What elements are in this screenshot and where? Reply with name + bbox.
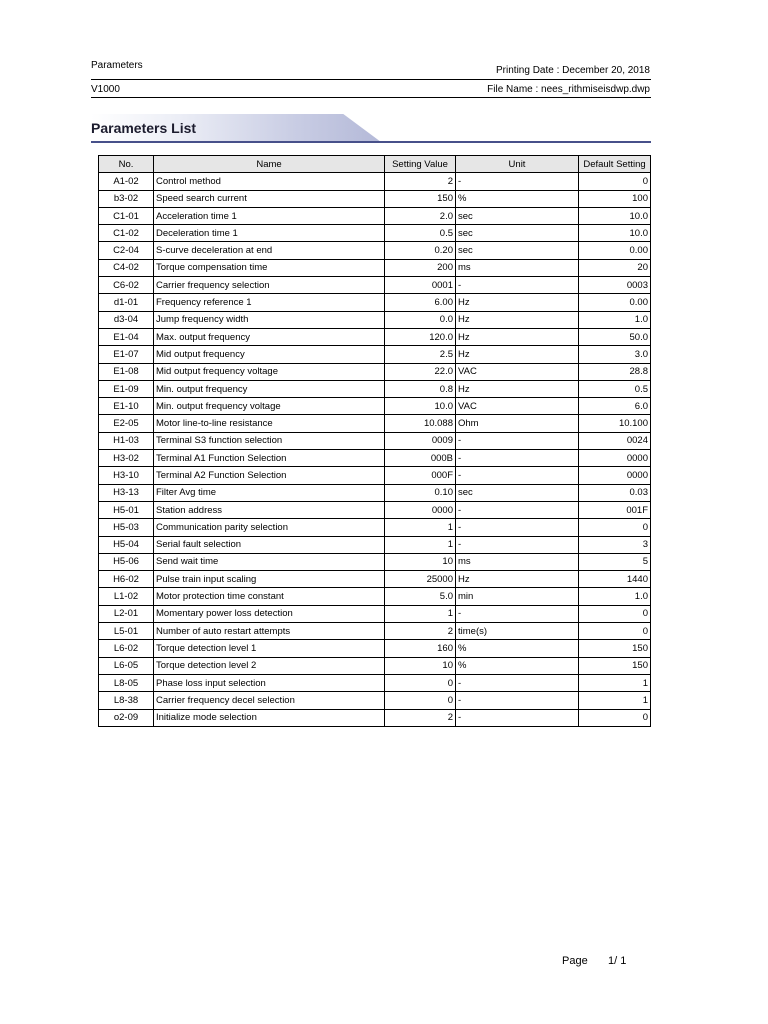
- cell-name: Serial fault selection: [154, 536, 385, 553]
- table-row: [99, 536, 651, 553]
- document-title: Parameters: [91, 60, 143, 71]
- cell-name: Communication parity selection: [154, 519, 385, 536]
- parameters-table: [98, 155, 651, 727]
- cell-no: C1-01: [99, 207, 154, 224]
- cell-no: H6-02: [99, 571, 154, 588]
- table-row: [99, 363, 651, 380]
- cell-unit: VAC: [456, 363, 579, 380]
- cell-default-setting: 0024: [579, 432, 651, 449]
- cell-setting-value: 10.0: [385, 398, 456, 415]
- cell-no: E1-10: [99, 398, 154, 415]
- cell-name: Motor protection time constant: [154, 588, 385, 605]
- cell-default-setting: 10.0: [579, 207, 651, 224]
- cell-name: Min. output frequency: [154, 380, 385, 397]
- cell-name: Mid output frequency: [154, 346, 385, 363]
- header-rule-top: [91, 79, 651, 80]
- banner-underline: [91, 141, 651, 143]
- cell-no: L5-01: [99, 623, 154, 640]
- cell-no: H3-13: [99, 484, 154, 501]
- cell-unit: -: [456, 692, 579, 709]
- table-row: [99, 346, 651, 363]
- table-header-row: [99, 156, 651, 173]
- cell-unit: -: [456, 605, 579, 622]
- table-row: [99, 571, 651, 588]
- table-row: [99, 467, 651, 484]
- cell-name: Terminal S3 function selection: [154, 432, 385, 449]
- table-row: [99, 640, 651, 657]
- table-row: [99, 553, 651, 570]
- cell-unit: Hz: [456, 294, 579, 311]
- cell-setting-value: 2.5: [385, 346, 456, 363]
- cell-setting-value: 25000: [385, 571, 456, 588]
- cell-name: Filter Avg time: [154, 484, 385, 501]
- cell-default-setting: 0003: [579, 277, 651, 294]
- cell-unit: ms: [456, 553, 579, 570]
- cell-no: L8-38: [99, 692, 154, 709]
- table-row: [99, 519, 651, 536]
- table-row: [99, 311, 651, 328]
- cell-unit: -: [456, 501, 579, 518]
- cell-unit: Ohm: [456, 415, 579, 432]
- cell-setting-value: 1: [385, 605, 456, 622]
- cell-setting-value: 1: [385, 536, 456, 553]
- cell-setting-value: 200: [385, 259, 456, 276]
- cell-default-setting: 28.8: [579, 363, 651, 380]
- table-row: [99, 484, 651, 501]
- cell-no: C2-04: [99, 242, 154, 259]
- cell-setting-value: 10: [385, 553, 456, 570]
- cell-setting-value: 0.0: [385, 311, 456, 328]
- table-row: [99, 657, 651, 674]
- cell-setting-value: 10.088: [385, 415, 456, 432]
- cell-default-setting: 0000: [579, 467, 651, 484]
- cell-default-setting: 10.0: [579, 225, 651, 242]
- table-row: [99, 380, 651, 397]
- column-header-no: No.: [99, 156, 154, 173]
- cell-default-setting: 1.0: [579, 311, 651, 328]
- cell-unit: %: [456, 657, 579, 674]
- cell-setting-value: 0001: [385, 277, 456, 294]
- cell-name: Acceleration time 1: [154, 207, 385, 224]
- cell-setting-value: 0: [385, 674, 456, 691]
- cell-unit: -: [456, 536, 579, 553]
- cell-no: d1-01: [99, 294, 154, 311]
- cell-setting-value: 2.0: [385, 207, 456, 224]
- page-label: Page: [562, 955, 588, 967]
- cell-default-setting: 10.100: [579, 415, 651, 432]
- cell-setting-value: 2: [385, 173, 456, 190]
- cell-no: o2-09: [99, 709, 154, 726]
- cell-no: C6-02: [99, 277, 154, 294]
- table-body: [99, 173, 651, 727]
- column-header-unit: Unit: [456, 156, 579, 173]
- cell-default-setting: 0: [579, 623, 651, 640]
- cell-no: A1-02: [99, 173, 154, 190]
- model-name: V1000: [91, 84, 120, 95]
- cell-no: C4-02: [99, 259, 154, 276]
- cell-default-setting: 150: [579, 640, 651, 657]
- cell-name: Momentary power loss detection: [154, 605, 385, 622]
- cell-unit: -: [456, 277, 579, 294]
- cell-setting-value: 0.10: [385, 484, 456, 501]
- table-row: [99, 588, 651, 605]
- cell-no: L6-05: [99, 657, 154, 674]
- column-header-name: Name: [154, 156, 385, 173]
- printing-date: Printing Date : December 20, 2018: [496, 65, 650, 76]
- cell-unit: VAC: [456, 398, 579, 415]
- cell-setting-value: 5.0: [385, 588, 456, 605]
- cell-name: Control method: [154, 173, 385, 190]
- cell-unit: %: [456, 190, 579, 207]
- cell-default-setting: 100: [579, 190, 651, 207]
- cell-setting-value: 6.00: [385, 294, 456, 311]
- table-row: [99, 501, 651, 518]
- cell-unit: -: [456, 173, 579, 190]
- cell-no: H5-03: [99, 519, 154, 536]
- table-row: [99, 294, 651, 311]
- cell-setting-value: 1: [385, 519, 456, 536]
- cell-unit: -: [456, 432, 579, 449]
- table-row: [99, 242, 651, 259]
- cell-default-setting: 1440: [579, 571, 651, 588]
- column-header-default-setting: Default Setting: [579, 156, 651, 173]
- cell-unit: -: [456, 519, 579, 536]
- table-row: [99, 623, 651, 640]
- cell-unit: Hz: [456, 346, 579, 363]
- cell-unit: -: [456, 467, 579, 484]
- cell-name: Terminal A1 Function Selection: [154, 450, 385, 467]
- table-row: [99, 450, 651, 467]
- cell-default-setting: 0.00: [579, 294, 651, 311]
- cell-no: H1-03: [99, 432, 154, 449]
- cell-unit: Hz: [456, 380, 579, 397]
- cell-no: L6-02: [99, 640, 154, 657]
- cell-setting-value: 0.5: [385, 225, 456, 242]
- cell-no: L1-02: [99, 588, 154, 605]
- cell-default-setting: 0.03: [579, 484, 651, 501]
- cell-name: Pulse train input scaling: [154, 571, 385, 588]
- cell-no: H5-04: [99, 536, 154, 553]
- file-name: File Name : nees_rithmiseisdwp.dwp: [487, 84, 650, 95]
- cell-unit: sec: [456, 225, 579, 242]
- cell-default-setting: 0: [579, 173, 651, 190]
- cell-default-setting: 6.0: [579, 398, 651, 415]
- cell-no: E1-09: [99, 380, 154, 397]
- cell-setting-value: 0: [385, 692, 456, 709]
- table-row: [99, 190, 651, 207]
- cell-unit: min: [456, 588, 579, 605]
- cell-setting-value: 10: [385, 657, 456, 674]
- cell-no: E1-07: [99, 346, 154, 363]
- cell-default-setting: 1.0: [579, 588, 651, 605]
- cell-unit: Hz: [456, 571, 579, 588]
- cell-no: C1-02: [99, 225, 154, 242]
- table-row: [99, 398, 651, 415]
- page-number: 1/ 1: [608, 955, 627, 967]
- cell-setting-value: 160: [385, 640, 456, 657]
- cell-default-setting: 1: [579, 692, 651, 709]
- cell-no: L8-05: [99, 674, 154, 691]
- table-row: [99, 328, 651, 345]
- cell-unit: -: [456, 450, 579, 467]
- cell-default-setting: 0: [579, 519, 651, 536]
- cell-default-setting: 150: [579, 657, 651, 674]
- cell-setting-value: 22.0: [385, 363, 456, 380]
- table-row: [99, 709, 651, 726]
- cell-no: E1-08: [99, 363, 154, 380]
- cell-name: Initialize mode selection: [154, 709, 385, 726]
- cell-setting-value: 2: [385, 623, 456, 640]
- cell-default-setting: 0.00: [579, 242, 651, 259]
- cell-setting-value: 120.0: [385, 328, 456, 345]
- table-row: [99, 605, 651, 622]
- cell-name: Torque compensation time: [154, 259, 385, 276]
- cell-no: d3-04: [99, 311, 154, 328]
- cell-default-setting: 0: [579, 605, 651, 622]
- cell-name: Torque detection level 1: [154, 640, 385, 657]
- table-row: [99, 225, 651, 242]
- table-row: [99, 432, 651, 449]
- cell-unit: sec: [456, 484, 579, 501]
- cell-default-setting: 3: [579, 536, 651, 553]
- table-row: [99, 692, 651, 709]
- cell-unit: time(s): [456, 623, 579, 640]
- cell-setting-value: 2: [385, 709, 456, 726]
- cell-name: Motor line-to-line resistance: [154, 415, 385, 432]
- cell-setting-value: 0.20: [385, 242, 456, 259]
- cell-name: Send wait time: [154, 553, 385, 570]
- cell-setting-value: 0000: [385, 501, 456, 518]
- cell-name: Number of auto restart attempts: [154, 623, 385, 640]
- table-row: [99, 277, 651, 294]
- cell-name: Carrier frequency selection: [154, 277, 385, 294]
- cell-unit: -: [456, 674, 579, 691]
- cell-default-setting: 50.0: [579, 328, 651, 345]
- cell-no: b3-02: [99, 190, 154, 207]
- cell-no: E2-05: [99, 415, 154, 432]
- cell-default-setting: 5: [579, 553, 651, 570]
- table-row: [99, 415, 651, 432]
- cell-name: Carrier frequency decel selection: [154, 692, 385, 709]
- section-banner: [91, 114, 651, 144]
- cell-unit: Hz: [456, 311, 579, 328]
- cell-default-setting: 3.0: [579, 346, 651, 363]
- table-row: [99, 173, 651, 190]
- cell-name: Frequency reference 1: [154, 294, 385, 311]
- cell-unit: sec: [456, 242, 579, 259]
- cell-no: H5-06: [99, 553, 154, 570]
- cell-setting-value: 000F: [385, 467, 456, 484]
- cell-default-setting: 1: [579, 674, 651, 691]
- cell-default-setting: 001F: [579, 501, 651, 518]
- cell-setting-value: 0.8: [385, 380, 456, 397]
- cell-name: Min. output frequency voltage: [154, 398, 385, 415]
- cell-name: Max. output frequency: [154, 328, 385, 345]
- section-title: Parameters List: [91, 120, 197, 136]
- cell-unit: Hz: [456, 328, 579, 345]
- header-rule-bottom: [91, 97, 651, 98]
- cell-name: Speed search current: [154, 190, 385, 207]
- cell-unit: -: [456, 709, 579, 726]
- cell-name: Phase loss input selection: [154, 674, 385, 691]
- cell-setting-value: 0009: [385, 432, 456, 449]
- cell-no: E1-04: [99, 328, 154, 345]
- table-row: [99, 259, 651, 276]
- cell-setting-value: 000B: [385, 450, 456, 467]
- cell-default-setting: 0000: [579, 450, 651, 467]
- cell-no: H3-10: [99, 467, 154, 484]
- cell-no: L2-01: [99, 605, 154, 622]
- cell-name: Mid output frequency voltage: [154, 363, 385, 380]
- cell-default-setting: 20: [579, 259, 651, 276]
- cell-default-setting: 0.5: [579, 380, 651, 397]
- cell-unit: sec: [456, 207, 579, 224]
- column-header-setting-value: Setting Value: [385, 156, 456, 173]
- cell-setting-value: 150: [385, 190, 456, 207]
- cell-name: Station address: [154, 501, 385, 518]
- cell-name: Deceleration time 1: [154, 225, 385, 242]
- cell-name: Torque detection level 2: [154, 657, 385, 674]
- cell-name: S-curve deceleration at end: [154, 242, 385, 259]
- cell-no: H3-02: [99, 450, 154, 467]
- table-row: [99, 674, 651, 691]
- cell-unit: %: [456, 640, 579, 657]
- table-row: [99, 207, 651, 224]
- cell-no: H5-01: [99, 501, 154, 518]
- cell-name: Jump frequency width: [154, 311, 385, 328]
- cell-name: Terminal A2 Function Selection: [154, 467, 385, 484]
- cell-default-setting: 0: [579, 709, 651, 726]
- cell-unit: ms: [456, 259, 579, 276]
